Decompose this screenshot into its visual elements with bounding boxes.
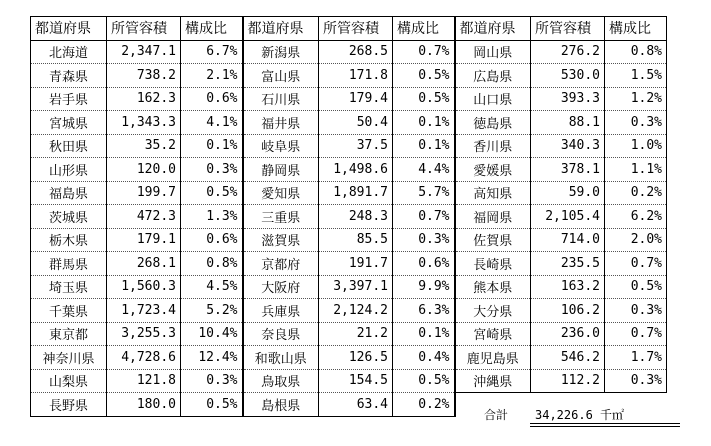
total-value: 34,226.6 千㎡ bbox=[535, 408, 625, 422]
prefecture-cell: 高知県 bbox=[455, 181, 531, 205]
prefecture-cell: 石川県 bbox=[243, 87, 319, 111]
ratio-cell: 1.5% bbox=[605, 64, 667, 88]
volume-cell: 714.0 bbox=[531, 228, 605, 252]
ratio-cell: 10.4% bbox=[181, 322, 243, 346]
volume-cell: 63.4 bbox=[319, 393, 393, 417]
column-header-volume: 所管容積 bbox=[531, 17, 605, 41]
prefecture-cell: 山形県 bbox=[31, 158, 107, 182]
table-row bbox=[31, 111, 667, 135]
prefecture-cell: 滋賀県 bbox=[243, 228, 319, 252]
volume-cell: 37.5 bbox=[319, 134, 393, 158]
ratio-cell: 0.6% bbox=[393, 252, 455, 276]
volume-cell: 179.1 bbox=[107, 228, 181, 252]
ratio-cell: 0.4% bbox=[393, 346, 455, 370]
ratio-cell: 0.1% bbox=[393, 322, 455, 346]
volume-cell: 50.4 bbox=[319, 111, 393, 135]
prefecture-cell: 神奈川県 bbox=[31, 346, 107, 370]
ratio-cell: 0.2% bbox=[605, 181, 667, 205]
ratio-cell: 0.3% bbox=[181, 369, 243, 393]
ratio-cell: 0.5% bbox=[181, 181, 243, 205]
prefecture-cell: 新潟県 bbox=[243, 40, 319, 64]
volume-cell: 126.5 bbox=[319, 346, 393, 370]
volume-cell: 21.2 bbox=[319, 322, 393, 346]
ratio-cell: 5.7% bbox=[393, 181, 455, 205]
ratio-cell: 0.5% bbox=[393, 369, 455, 393]
ratio-cell: 0.3% bbox=[605, 369, 667, 393]
table-row bbox=[31, 275, 667, 299]
volume-cell: 1,560.3 bbox=[107, 275, 181, 299]
volume-cell: 393.3 bbox=[531, 87, 605, 111]
table-body bbox=[31, 17, 667, 417]
ratio-cell: 0.7% bbox=[605, 322, 667, 346]
prefecture-cell: 和歌山県 bbox=[243, 346, 319, 370]
ratio-cell: 0.3% bbox=[393, 228, 455, 252]
prefecture-cell: 大分県 bbox=[455, 299, 531, 323]
prefecture-cell: 奈良県 bbox=[243, 322, 319, 346]
ratio-cell: 4.5% bbox=[181, 275, 243, 299]
volume-cell: 85.5 bbox=[319, 228, 393, 252]
ratio-cell: 0.6% bbox=[181, 87, 243, 111]
volume-cell: 2,124.2 bbox=[319, 299, 393, 323]
ratio-cell: 1.3% bbox=[181, 205, 243, 229]
volume-cell: 3,397.1 bbox=[319, 275, 393, 299]
volume-cell: 268.5 bbox=[319, 40, 393, 64]
volume-cell: 162.3 bbox=[107, 87, 181, 111]
volume-cell: 59.0 bbox=[531, 181, 605, 205]
table-row bbox=[31, 87, 667, 111]
ratio-cell: 4.1% bbox=[181, 111, 243, 135]
prefecture-cell: 三重県 bbox=[243, 205, 319, 229]
ratio-cell: 0.1% bbox=[393, 111, 455, 135]
column-header-volume: 所管容積 bbox=[107, 17, 181, 41]
prefecture-cell: 山口県 bbox=[455, 87, 531, 111]
prefecture-volume-table bbox=[30, 16, 667, 417]
prefecture-cell: 沖縄県 bbox=[455, 369, 531, 393]
table-row bbox=[31, 181, 667, 205]
prefecture-cell: 東京都 bbox=[31, 322, 107, 346]
prefecture-cell: 岡山県 bbox=[455, 40, 531, 64]
column-header-prefecture: 都道府県 bbox=[31, 17, 107, 41]
volume-cell: 180.0 bbox=[107, 393, 181, 417]
volume-cell: 268.1 bbox=[107, 252, 181, 276]
prefecture-cell: 栃木県 bbox=[31, 228, 107, 252]
prefecture-cell: 長崎県 bbox=[455, 252, 531, 276]
prefecture-cell: 島根県 bbox=[243, 393, 319, 417]
volume-cell: 163.2 bbox=[531, 275, 605, 299]
ratio-cell: 0.5% bbox=[181, 393, 243, 417]
table-row bbox=[31, 205, 667, 229]
ratio-cell: 0.5% bbox=[393, 87, 455, 111]
prefecture-cell: 静岡県 bbox=[243, 158, 319, 182]
volume-cell: 120.0 bbox=[107, 158, 181, 182]
prefecture-cell: 千葉県 bbox=[31, 299, 107, 323]
volume-cell: 106.2 bbox=[531, 299, 605, 323]
prefecture-cell: 宮崎県 bbox=[455, 322, 531, 346]
prefecture-cell: 埼玉県 bbox=[31, 275, 107, 299]
prefecture-cell: 福岡県 bbox=[455, 205, 531, 229]
ratio-cell: 0.3% bbox=[181, 158, 243, 182]
prefecture-cell: 長野県 bbox=[31, 393, 107, 417]
volume-cell: 191.7 bbox=[319, 252, 393, 276]
table-row bbox=[31, 369, 667, 393]
volume-cell: 154.5 bbox=[319, 369, 393, 393]
prefecture-cell: 福島県 bbox=[31, 181, 107, 205]
ratio-cell: 5.2% bbox=[181, 299, 243, 323]
prefecture-cell: 福井県 bbox=[243, 111, 319, 135]
prefecture-cell: 愛媛県 bbox=[455, 158, 531, 182]
volume-cell: 472.3 bbox=[107, 205, 181, 229]
prefecture-cell: 北海道 bbox=[31, 40, 107, 64]
ratio-cell: 0.2% bbox=[393, 393, 455, 417]
table-row bbox=[31, 134, 667, 158]
volume-cell: 199.7 bbox=[107, 181, 181, 205]
prefecture-cell: 大阪府 bbox=[243, 275, 319, 299]
ratio-cell: 0.8% bbox=[605, 40, 667, 64]
prefecture-cell: 愛知県 bbox=[243, 181, 319, 205]
column-header-ratio: 構成比 bbox=[605, 17, 667, 41]
volume-cell: 530.0 bbox=[531, 64, 605, 88]
table-row bbox=[31, 346, 667, 370]
prefecture-cell: 宮城県 bbox=[31, 111, 107, 135]
volume-cell: 2,105.4 bbox=[531, 205, 605, 229]
volume-cell: 1,343.3 bbox=[107, 111, 181, 135]
prefecture-cell: 鳥取県 bbox=[243, 369, 319, 393]
table-row bbox=[31, 322, 667, 346]
prefecture-cell: 兵庫県 bbox=[243, 299, 319, 323]
header-row bbox=[31, 17, 667, 41]
volume-cell: 248.3 bbox=[319, 205, 393, 229]
column-header-volume: 所管容積 bbox=[319, 17, 393, 41]
volume-cell: 35.2 bbox=[107, 134, 181, 158]
prefecture-cell: 広島県 bbox=[455, 64, 531, 88]
volume-cell: 340.3 bbox=[531, 134, 605, 158]
column-header-ratio: 構成比 bbox=[393, 17, 455, 41]
ratio-cell: 1.7% bbox=[605, 346, 667, 370]
prefecture-cell: 熊本県 bbox=[455, 275, 531, 299]
table-row bbox=[31, 228, 667, 252]
column-header-prefecture: 都道府県 bbox=[243, 17, 319, 41]
volume-cell: 546.2 bbox=[531, 346, 605, 370]
table-row bbox=[31, 40, 667, 64]
ratio-cell: 4.4% bbox=[393, 158, 455, 182]
volume-cell: 235.5 bbox=[531, 252, 605, 276]
prefecture-cell: 岩手県 bbox=[31, 87, 107, 111]
table-row bbox=[31, 64, 667, 88]
ratio-cell: 6.2% bbox=[605, 205, 667, 229]
prefecture-cell: 秋田県 bbox=[31, 134, 107, 158]
total-label: 合計 bbox=[484, 408, 509, 422]
volume-cell: 2,347.1 bbox=[107, 40, 181, 64]
prefecture-cell: 群馬県 bbox=[31, 252, 107, 276]
column-header-ratio: 構成比 bbox=[181, 17, 243, 41]
prefecture-cell: 富山県 bbox=[243, 64, 319, 88]
volume-cell: 112.2 bbox=[531, 369, 605, 393]
ratio-cell: 0.3% bbox=[605, 111, 667, 135]
volume-cell: 276.2 bbox=[531, 40, 605, 64]
total-double-underline bbox=[530, 423, 680, 427]
volume-cell: 378.1 bbox=[531, 158, 605, 182]
volume-cell: 179.4 bbox=[319, 87, 393, 111]
prefecture-cell: 茨城県 bbox=[31, 205, 107, 229]
prefecture-cell: 香川県 bbox=[455, 134, 531, 158]
ratio-cell: 0.7% bbox=[605, 252, 667, 276]
table-row bbox=[31, 299, 667, 323]
ratio-cell: 12.4% bbox=[181, 346, 243, 370]
ratio-cell: 6.3% bbox=[393, 299, 455, 323]
ratio-cell: 9.9% bbox=[393, 275, 455, 299]
prefecture-cell: 徳島県 bbox=[455, 111, 531, 135]
ratio-cell: 0.1% bbox=[181, 134, 243, 158]
volume-cell: 121.8 bbox=[107, 369, 181, 393]
prefecture-cell: 佐賀県 bbox=[455, 228, 531, 252]
volume-cell: 88.1 bbox=[531, 111, 605, 135]
prefecture-cell: 山梨県 bbox=[31, 369, 107, 393]
table-row bbox=[31, 252, 667, 276]
ratio-cell: 6.7% bbox=[181, 40, 243, 64]
ratio-cell: 2.0% bbox=[605, 228, 667, 252]
ratio-cell: 0.8% bbox=[181, 252, 243, 276]
prefecture-cell: 鹿児島県 bbox=[455, 346, 531, 370]
prefecture-cell: 青森県 bbox=[31, 64, 107, 88]
ratio-cell: 1.0% bbox=[605, 134, 667, 158]
ratio-cell: 0.7% bbox=[393, 40, 455, 64]
column-header-prefecture: 都道府県 bbox=[455, 17, 531, 41]
volume-cell: 1,891.7 bbox=[319, 181, 393, 205]
ratio-cell: 0.3% bbox=[605, 299, 667, 323]
ratio-cell: 1.1% bbox=[605, 158, 667, 182]
ratio-cell: 0.5% bbox=[605, 275, 667, 299]
ratio-cell: 0.6% bbox=[181, 228, 243, 252]
ratio-cell: 0.1% bbox=[393, 134, 455, 158]
ratio-cell: 0.7% bbox=[393, 205, 455, 229]
volume-cell: 1,723.4 bbox=[107, 299, 181, 323]
table-row bbox=[31, 158, 667, 182]
ratio-cell: 1.2% bbox=[605, 87, 667, 111]
volume-cell: 738.2 bbox=[107, 64, 181, 88]
ratio-cell: 2.1% bbox=[181, 64, 243, 88]
volume-cell: 1,498.6 bbox=[319, 158, 393, 182]
volume-cell: 3,255.3 bbox=[107, 322, 181, 346]
prefecture-cell: 京都府 bbox=[243, 252, 319, 276]
volume-cell: 236.0 bbox=[531, 322, 605, 346]
volume-cell: 4,728.6 bbox=[107, 346, 181, 370]
volume-cell: 171.8 bbox=[319, 64, 393, 88]
ratio-cell: 0.5% bbox=[393, 64, 455, 88]
prefecture-cell: 岐阜県 bbox=[243, 134, 319, 158]
